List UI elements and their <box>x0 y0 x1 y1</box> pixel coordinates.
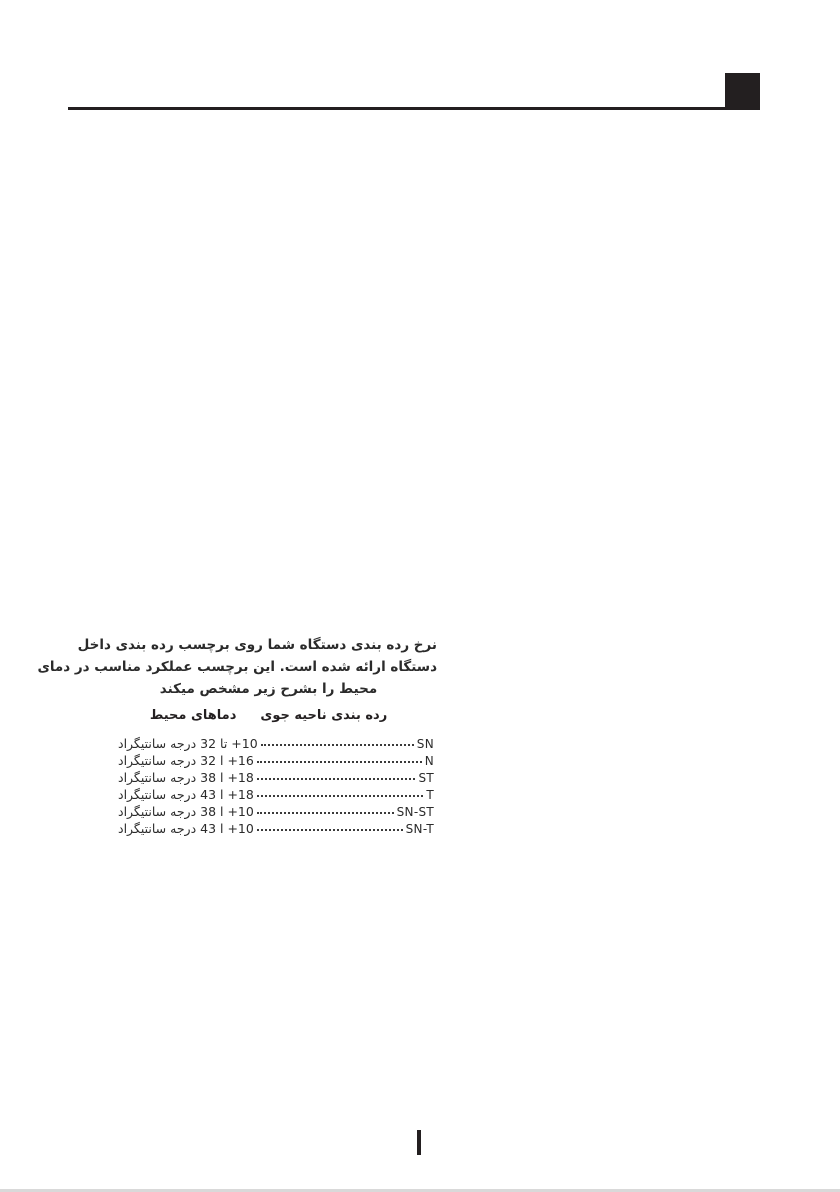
ambient-temp-range: ‎+10 تا 32 درجه سانتیگراد <box>118 736 258 751</box>
header-rule <box>68 107 760 110</box>
ambient-temp-range: ‎+10 ا 38 درجه سانتیگراد <box>118 804 254 819</box>
dotted-leader <box>257 777 416 780</box>
table-row <box>118 804 434 821</box>
ambient-temp-column-header: دماهای محیط <box>149 708 237 723</box>
dotted-leader <box>257 760 422 763</box>
ambient-temp-range: ‎+10 ا 43 درجه سانتیگراد <box>118 821 254 836</box>
climate-class-code: SN <box>416 737 434 751</box>
paragraph-line: دستگاه ارائه شده است. این برچسب عملکرد مناسب در دمای <box>37 659 437 675</box>
ambient-temp-range: ‎+16 ا 32 درجه سانتیگراد <box>118 753 254 768</box>
climate-class-column-header: رده بندی ناحیه جوی <box>260 708 388 723</box>
climate-class-code: ST <box>418 771 434 785</box>
climate-table-header <box>100 708 437 723</box>
ambient-temp-range: ‎+18 ا 43 درجه سانتیگراد <box>118 787 254 802</box>
table-row <box>118 787 434 804</box>
corner-tab <box>725 73 760 110</box>
paragraph-line: نرخ رده بندی دستگاه شما روی برچسب رده بندی داخل <box>77 637 437 653</box>
table-row <box>118 753 434 770</box>
table-row <box>118 736 434 753</box>
rating-paragraph <box>37 634 437 700</box>
table-row <box>118 821 434 838</box>
table-row <box>118 770 434 787</box>
dotted-leader <box>257 828 403 831</box>
dotted-leader <box>261 743 414 746</box>
climate-class-code: T <box>426 788 434 802</box>
ambient-temp-range: ‎+18 ا 38 درجه سانتیگراد <box>118 770 254 785</box>
paragraph-line: محیط را بشرح زیر مشخص میکند <box>159 681 378 697</box>
climate-class-code: SN-ST <box>396 805 434 819</box>
climate-class-table <box>118 736 434 838</box>
climate-class-code: N <box>424 754 434 768</box>
dotted-leader <box>257 811 394 814</box>
dotted-leader <box>257 794 424 797</box>
climate-class-code: SN-T <box>405 822 434 836</box>
page-marker <box>417 1130 421 1155</box>
